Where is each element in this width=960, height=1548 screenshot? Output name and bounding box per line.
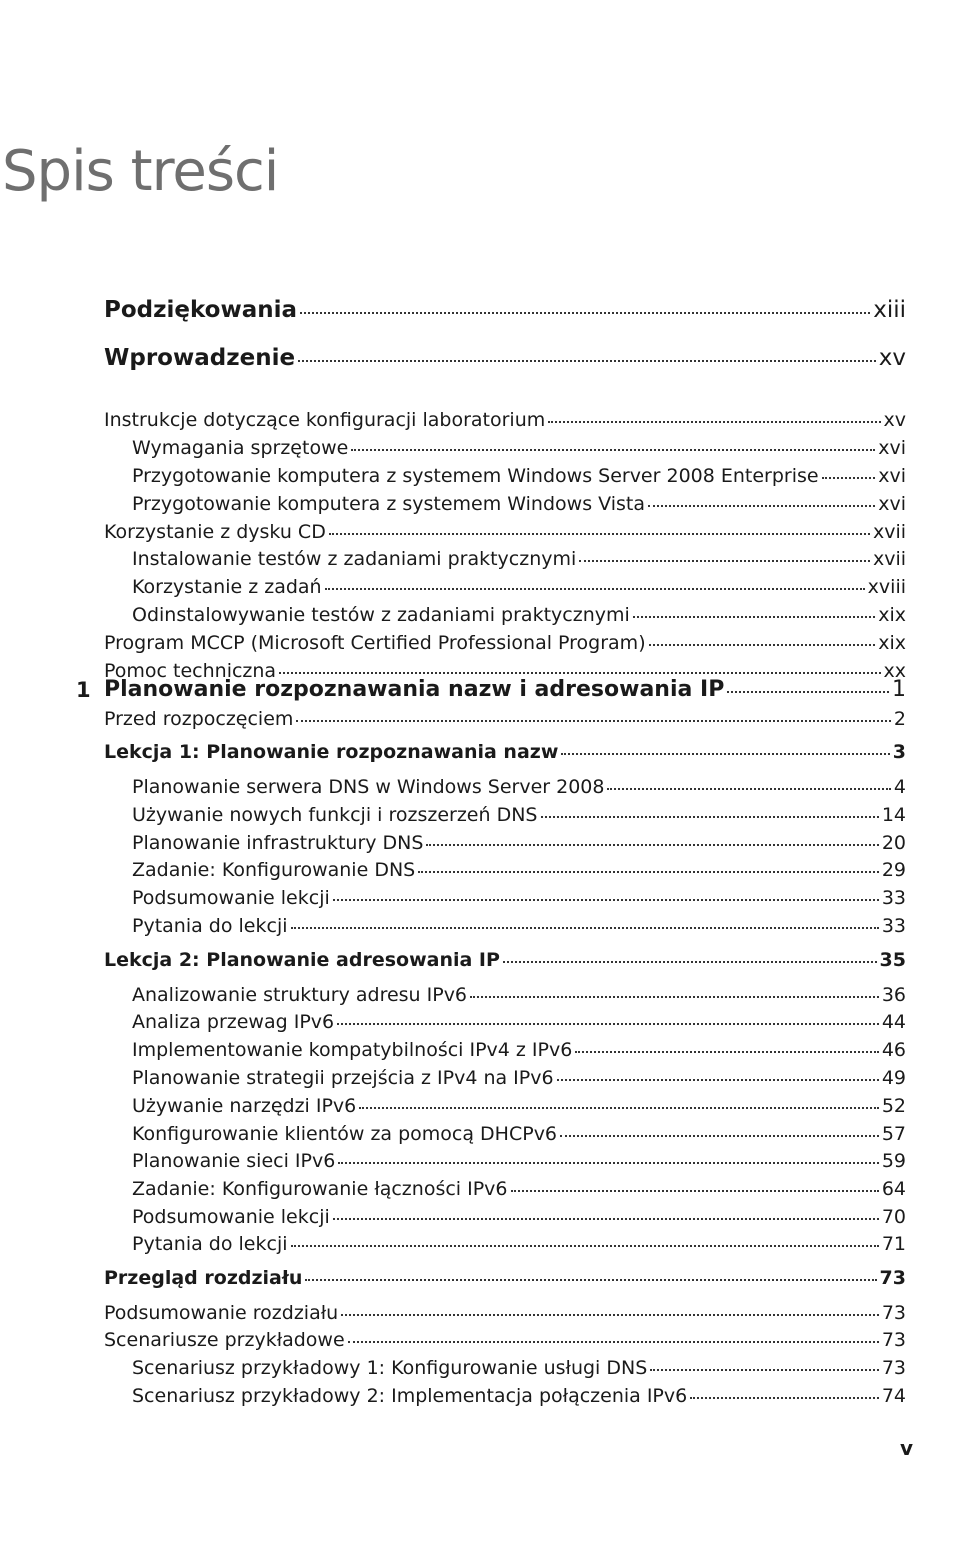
- dot-leader: [333, 899, 879, 901]
- toc-entry[interactable]: [132, 884, 906, 912]
- toc-entry-page: 74: [881, 1385, 906, 1407]
- toc-entry[interactable]: [104, 705, 906, 733]
- toc-entry-page: 2: [893, 708, 906, 730]
- toc-entry[interactable]: [132, 829, 906, 857]
- dot-leader: [305, 1279, 876, 1281]
- toc-entry-title: Korzystanie z zadań: [132, 576, 322, 598]
- toc-entry-title: Przygotowanie komputera z systemem Windows Server 2008 Enterprise: [132, 465, 819, 487]
- toc-entry[interactable]: [104, 342, 906, 374]
- toc-entry-page: 59: [881, 1150, 906, 1172]
- toc-entry-title: Używanie narzędzi IPv6: [132, 1095, 357, 1117]
- toc-entry-page: xvii: [872, 548, 906, 570]
- toc-entry-title: Instalowanie testów z zadaniami praktycznymi: [132, 548, 577, 570]
- toc-entry-title: Lekcja 1: Planowanie rozpoznawania nazw: [104, 741, 559, 763]
- toc-entry-page: 49: [881, 1067, 906, 1089]
- toc-entry-title: Planowanie serwera DNS w Windows Server 2008: [132, 776, 605, 798]
- toc-entry-title: Scenariusz przykładowy 2: Implementacja połączenia IPv6: [132, 1385, 688, 1407]
- toc-entry-page: 52: [881, 1095, 906, 1117]
- toc-entry-page: 44: [881, 1011, 906, 1033]
- toc-entry-page: 4: [893, 776, 906, 798]
- toc-entry[interactable]: [132, 1064, 906, 1092]
- dot-leader: [633, 616, 875, 618]
- toc-entry-title: Planowanie rozpoznawania nazw i adresowania IP: [104, 677, 725, 702]
- toc-entry-page: xvi: [878, 465, 906, 487]
- toc-entry[interactable]: [132, 1008, 906, 1036]
- dot-leader: [822, 477, 876, 479]
- dot-leader: [579, 560, 870, 562]
- toc-entry[interactable]: [132, 490, 906, 518]
- toc-entry-title: Zadanie: Konfigurowanie łączności IPv6: [132, 1178, 508, 1200]
- dot-leader: [575, 1051, 878, 1053]
- dot-leader: [291, 1245, 879, 1247]
- toc-entry-title: Analizowanie struktury adresu IPv6: [132, 984, 468, 1006]
- toc-entry[interactable]: [132, 1120, 906, 1148]
- dot-leader: [560, 1135, 879, 1137]
- dot-leader: [511, 1190, 879, 1192]
- dot-leader: [503, 961, 877, 963]
- toc-entry-page: 20: [881, 832, 906, 854]
- toc-entry-title: Planowanie sieci IPv6: [132, 1150, 336, 1172]
- toc-entry-page: xv: [878, 345, 906, 371]
- toc-entry-page: 73: [881, 1357, 906, 1379]
- toc-entry-title: Wymagania sprzętowe: [132, 437, 349, 459]
- dot-leader: [337, 1023, 879, 1025]
- toc-entry-page: xvi: [878, 437, 906, 459]
- page-number: v: [900, 1436, 914, 1460]
- toc-entry[interactable]: [132, 1354, 906, 1382]
- toc-entry-page: 71: [881, 1233, 906, 1255]
- toc-entry-title: Podsumowanie rozdziału: [104, 1302, 339, 1324]
- toc-entry-page: 70: [881, 1206, 906, 1228]
- toc-entry[interactable]: [132, 462, 906, 490]
- dot-leader: [426, 844, 878, 846]
- dot-leader: [418, 871, 879, 873]
- toc-entry[interactable]: [104, 294, 906, 326]
- toc-entry[interactable]: [104, 629, 906, 657]
- toc-entry-page: 33: [881, 887, 906, 909]
- toc-entry[interactable]: [132, 1230, 906, 1258]
- toc-entry-title: Wprowadzenie: [104, 345, 296, 371]
- toc-entry-page: xiii: [873, 297, 906, 323]
- toc-entry-title: Podsumowanie lekcji: [132, 887, 330, 909]
- toc-entry-page: 35: [879, 949, 906, 971]
- dot-leader: [325, 588, 865, 590]
- toc-entry-page: 73: [881, 1302, 906, 1324]
- toc-entry[interactable]: [104, 674, 906, 706]
- toc-entry[interactable]: [132, 1382, 906, 1410]
- toc-entry[interactable]: [104, 1299, 906, 1327]
- dot-leader: [650, 1369, 879, 1371]
- dot-leader: [561, 753, 889, 755]
- toc-entry-title: Odinstalowywanie testów z zadaniami praktycznymi: [132, 604, 630, 626]
- toc-entry-page: xv: [883, 409, 906, 431]
- dot-leader: [329, 533, 870, 535]
- toc-entry[interactable]: [132, 981, 906, 1009]
- chapter-number: 1: [76, 678, 91, 702]
- toc-entry-title: Instrukcje dotyczące konfiguracji laboratorium: [104, 409, 546, 431]
- toc-entry[interactable]: [132, 912, 906, 940]
- toc-entry[interactable]: [104, 1326, 906, 1354]
- toc-entry-title: Podziękowania: [104, 297, 298, 323]
- dot-leader: [333, 1218, 879, 1220]
- dot-leader: [351, 449, 875, 451]
- dot-leader: [291, 927, 879, 929]
- toc-entry[interactable]: [104, 946, 906, 974]
- dot-leader: [648, 505, 875, 507]
- dot-leader: [649, 644, 876, 646]
- toc-entry-title: Planowanie strategii przejścia z IPv4 na IPv6: [132, 1067, 554, 1089]
- toc-entry-title: Pytania do lekcji: [132, 1233, 288, 1255]
- toc-entry-page: 57: [881, 1123, 906, 1145]
- toc-entry-page: 64: [881, 1178, 906, 1200]
- toc-entry-page: 29: [881, 859, 906, 881]
- toc-entry-page: xix: [878, 604, 906, 626]
- toc-entry-title: Zadanie: Konfigurowanie DNS: [132, 859, 416, 881]
- toc-entry-title: Scenariusz przykładowy 1: Konfigurowanie usługi DNS: [132, 1357, 648, 1379]
- dot-leader: [541, 816, 879, 818]
- toc-entry[interactable]: [132, 545, 906, 573]
- toc-entry-page: 36: [881, 984, 906, 1006]
- toc-entry[interactable]: [132, 434, 906, 462]
- toc-entry-title: Konfigurowanie klientów za pomocą DHCPv6: [132, 1123, 558, 1145]
- toc-entry[interactable]: [132, 1092, 906, 1120]
- dot-leader: [359, 1107, 879, 1109]
- toc-entry[interactable]: [132, 1036, 906, 1064]
- toc-entry-page: 14: [881, 804, 906, 826]
- toc-entry[interactable]: [104, 738, 906, 766]
- toc-entry-page: 33: [881, 915, 906, 937]
- toc-entry[interactable]: [132, 1147, 906, 1175]
- dot-leader: [298, 360, 876, 362]
- dot-leader: [296, 720, 891, 722]
- toc-entry-title: Scenariusze przykładowe: [104, 1329, 345, 1351]
- toc-entry-page: xvi: [878, 493, 906, 515]
- toc-entry-page: xvii: [872, 521, 906, 543]
- toc-entry-title: Analiza przewag IPv6: [132, 1011, 335, 1033]
- toc-entry-page: xix: [878, 632, 906, 654]
- toc-entry-title: Korzystanie z dysku CD: [104, 521, 326, 543]
- toc-entry-page: 3: [892, 741, 906, 763]
- toc-entry-title: Program MCCP (Microsoft Certified Professional Program): [104, 632, 646, 654]
- toc-entry[interactable]: [104, 518, 906, 546]
- toc-entry-page: xviii: [867, 576, 906, 598]
- toc-entry-title: Lekcja 2: Planowanie adresowania IP: [104, 949, 500, 971]
- toc-entry[interactable]: [104, 406, 906, 434]
- toc-entry[interactable]: [132, 1175, 906, 1203]
- toc-entry-title: Pytania do lekcji: [132, 915, 288, 937]
- toc-entry-title: Pomoc techniczna: [104, 660, 277, 682]
- dot-leader: [348, 1341, 879, 1343]
- toc-entry-page: 1: [892, 677, 906, 702]
- toc-entry-page: 73: [879, 1267, 906, 1289]
- toc-entry[interactable]: [132, 773, 906, 801]
- toc-entry-title: Używanie nowych funkcji i rozszerzeń DNS: [132, 804, 538, 826]
- toc-entry[interactable]: [132, 601, 906, 629]
- dot-leader: [338, 1162, 879, 1164]
- toc-entry[interactable]: [104, 1264, 906, 1292]
- dot-leader: [548, 421, 880, 423]
- toc-entry-title: Planowanie infrastruktury DNS: [132, 832, 424, 854]
- toc-entry-page: 46: [881, 1039, 906, 1061]
- toc-entry-page: xx: [883, 660, 906, 682]
- toc-entry[interactable]: [132, 573, 906, 601]
- dot-leader: [607, 788, 890, 790]
- toc-entry[interactable]: [132, 856, 906, 884]
- dot-leader: [690, 1397, 879, 1399]
- dot-leader: [470, 996, 879, 998]
- toc-entry-page: 73: [881, 1329, 906, 1351]
- toc-entry-title: Przed rozpoczęciem: [104, 708, 294, 730]
- dot-leader: [727, 691, 889, 693]
- toc-entry-title: Podsumowanie lekcji: [132, 1206, 330, 1228]
- toc-entry-title: Przegląd rozdziału: [104, 1267, 303, 1289]
- page-title: Spis treści: [2, 139, 279, 204]
- toc-entry-title: Przygotowanie komputera z systemem Windows Vista: [132, 493, 645, 515]
- toc-entry-title: Implementowanie kompatybilności IPv4 z IPv6: [132, 1039, 573, 1061]
- dot-leader: [557, 1079, 879, 1081]
- dot-leader: [341, 1314, 879, 1316]
- dot-leader: [300, 312, 870, 314]
- toc-entry[interactable]: [132, 1203, 906, 1231]
- toc-entry[interactable]: [132, 801, 906, 829]
